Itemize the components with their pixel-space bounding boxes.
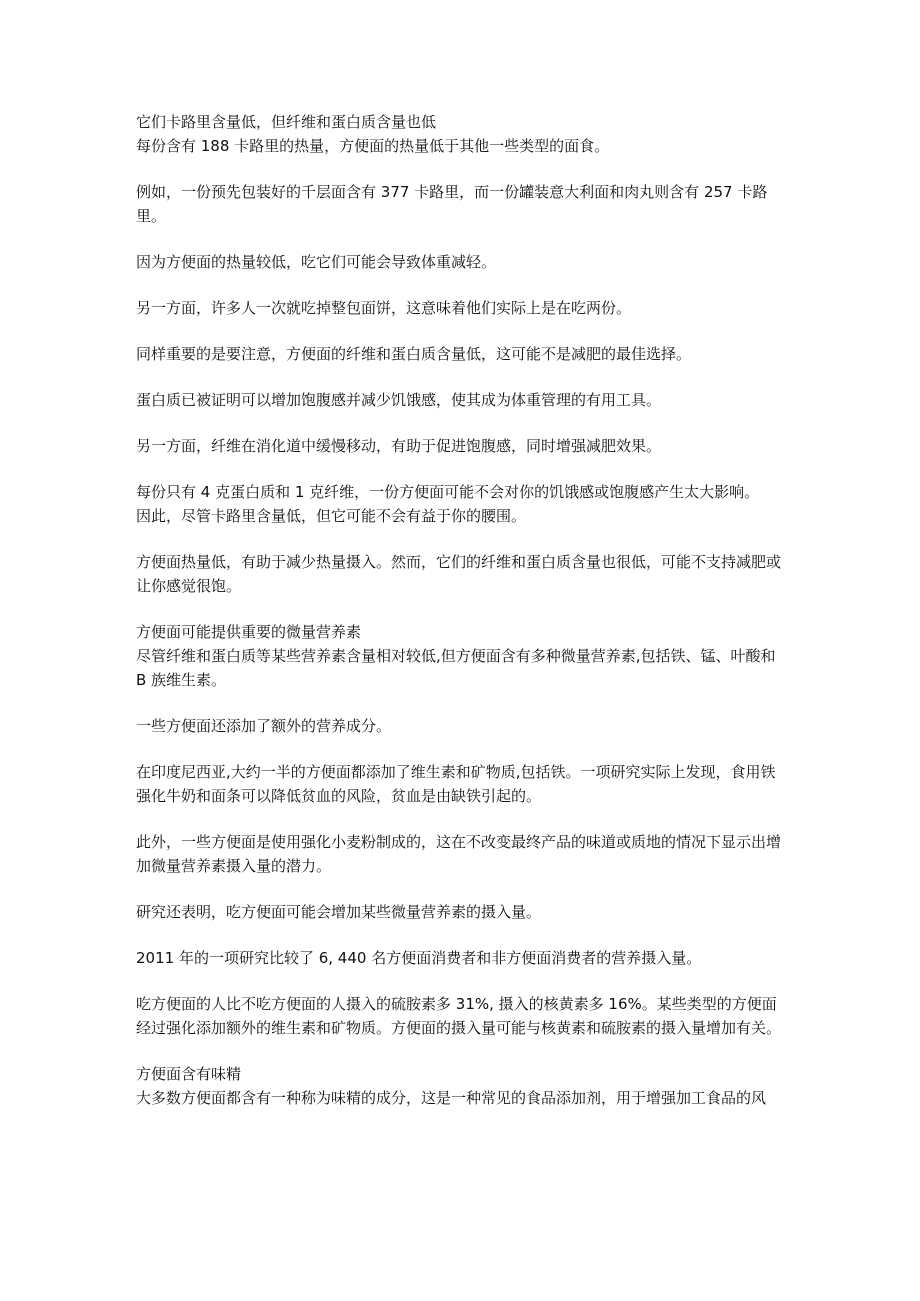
paragraph: 每份只有 4 克蛋白质和 1 克纤维，一份方便面可能不会对你的饥饿感或饱腹感产生太大影响。 bbox=[136, 483, 760, 501]
section-heading-calories: 它们卡路里含量低，但纤维和蛋白质含量也低 bbox=[136, 113, 437, 131]
paragraph: 方便面热量低，有助于减少热量摄入。然而，它们的纤维和蛋白质含量也很低，可能不支持减肥或让你感觉很饱。 bbox=[136, 553, 782, 595]
paragraph: 此外，一些方便面是使用强化小麦粉制成的，这在不改变最终产品的味道或质地的情况下显示出增加微量营养素摄入量的潜力。 bbox=[136, 833, 782, 875]
paragraph: 一些方便面还添加了额外的营养成分。 bbox=[136, 717, 392, 735]
paragraph: 大多数方便面都含有一种称为味精的成分，这是一种常见的食品添加剂，用于增强加工食品的风 bbox=[136, 1089, 767, 1107]
paragraph: 2011 年的一项研究比较了 6, 440 名方便面消费者和非方便面消费者的营养摄入量。 bbox=[136, 949, 702, 967]
paragraph: 另一方面，许多人一次就吃掉整包面饼，这意味着他们实际上是在吃两份。 bbox=[136, 299, 632, 317]
document-body bbox=[136, 110, 786, 1110]
paragraph: 蛋白质已被证明可以增加饱腹感并减少饥饿感，使其成为体重管理的有用工具。 bbox=[136, 391, 662, 409]
paragraph: 在印度尼西亚,大约一半的方便面都添加了维生素和矿物质,包括铁。一项研究实际上发现，食用铁强化牛奶和面条可以降低贫血的风险，贫血是由缺铁引起的。 bbox=[136, 763, 776, 805]
paragraph: 吃方便面的人比不吃方便面的人摄入的硫胺素多 31%, 摄入的核黄素多 16%。某些类型的方便面经过强化添加额外的维生素和矿物质。方便面的摄入量可能与核黄素和硫胺素的摄入量增加有关。 bbox=[136, 995, 782, 1037]
paragraph: 研究还表明，吃方便面可能会增加某些微量营养素的摄入量。 bbox=[136, 903, 542, 921]
paragraph: 同样重要的是要注意，方便面的纤维和蛋白质含量低，这可能不是减肥的最佳选择。 bbox=[136, 345, 692, 363]
section-heading-msg: 方便面含有味精 bbox=[136, 1065, 242, 1083]
paragraph: 因此，尽管卡路里含量低，但它可能不会有益于你的腰围。 bbox=[136, 507, 527, 525]
paragraph: 尽管纤维和蛋白质等某些营养素含量相对较低,但方便面含有多种微量营养素,包括铁、锰、叶酸和 B 族维生素。 bbox=[136, 647, 776, 689]
section-heading-micronutrients: 方便面可能提供重要的微量营养素 bbox=[136, 623, 362, 641]
paragraph: 另一方面，纤维在消化道中缓慢移动，有助于促进饱腹感，同时增强减肥效果。 bbox=[136, 437, 662, 455]
paragraph: 因为方便面的热量较低，吃它们可能会导致体重减轻。 bbox=[136, 253, 497, 271]
paragraph: 每份含有 188 卡路里的热量，方便面的热量低于其他一些类型的面食。 bbox=[136, 137, 610, 155]
paragraph: 例如，一份预先包装好的千层面含有 377 卡路里，而一份罐装意大利面和肉丸则含有 257 卡路里。 bbox=[136, 183, 768, 225]
